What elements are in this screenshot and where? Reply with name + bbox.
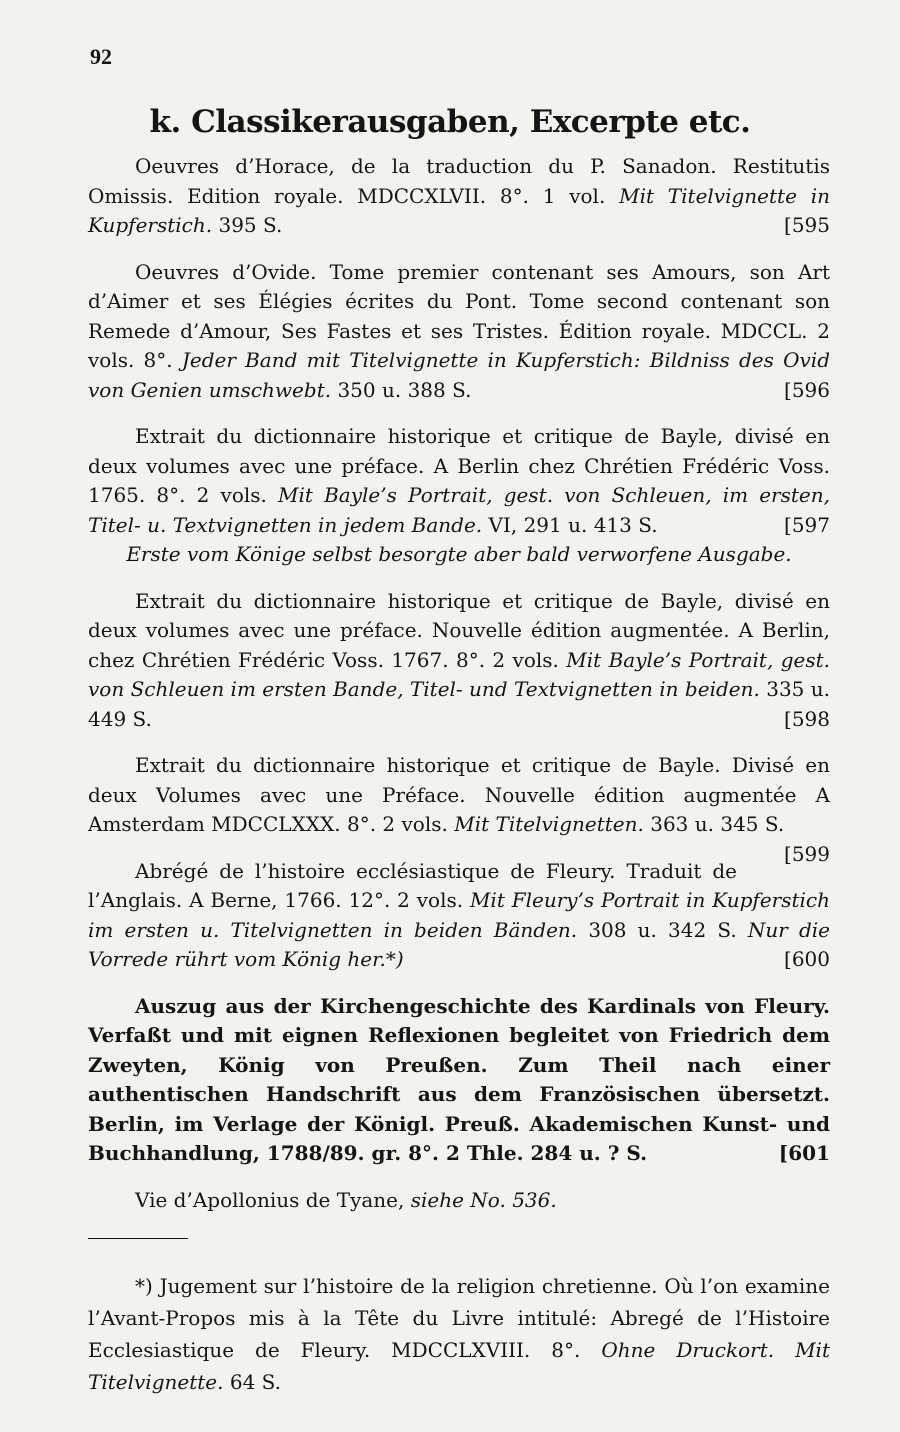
bibliography-entry: Extrait du dictionnaire historique et critique de Bayle, divisé en deux volumes avec une préface. Nouvelle édition augmentée. A Berlin, chez Chrétien Frédéric Voss. 1767. 8°. 2 vols. Mit Bayle’s Portrait, gest. von Schleuen im ersten Bande, Titel- und Textvignetten in beiden. 335 u. 449 S. [598 (88, 587, 830, 735)
entry-number: [600 (784, 947, 830, 971)
section-title: k. Classikerausgaben, Excerpte etc. (149, 104, 751, 140)
bibliography-entry: Extrait du dictionnaire historique et critique de Bayle. Divisé en deux Volumes avec une Préface. Nouvelle édition augmentée A Amsterdam MDCCLXXX. 8°. 2 vols. Mit Titelvignetten. 363 u. 345 S. [599 (88, 751, 830, 840)
page-number: 92 (90, 44, 112, 69)
bibliography-entry: Extrait du dictionnaire historique et critique de Bayle, divisé en deux volumes avec une préface. A Berlin chez Chrétien Frédéric Voss. 1765. 8°. 2 vols. Mit Bayle’s Portrait, gest. von Schleuen, im ersten, Titel- u. Textvignetten in jedem Bande. VI, 291 u. 413 S. [597 Erste vom Könige selbst besorgte aber bald verworfene Ausgabe. (88, 422, 830, 570)
entry-note: Erste vom Könige selbst besorgte aber bald verworfene Ausgabe. (126, 542, 792, 566)
entry-number: [597 (784, 512, 830, 537)
entry-number: [599 (784, 841, 830, 866)
entry-number: [596 (784, 377, 830, 402)
bibliography-entry: Vie d’Apollonius de Tyane, siehe No. 536. (135, 1187, 557, 1212)
footnote-divider (88, 1238, 188, 1239)
bibliography-entry: Oeuvres d’Horace, de la traduction du P. Sanadon. Restitutis Omissis. Edition royale. MDCCXLVII. 8°. 1 vol. Mit Titelvignette in Kupferstich. 395 S. [595 (88, 152, 830, 241)
bibliography-list (88, 152, 830, 1232)
bibliography-entry: Oeuvres d’Ovide. Tome premier contenant ses Amours, son Art d’Aimer et ses Élégies écrites du Pont. Tome second contenant son Remede d’Amour, Ses Fastes et ses Tristes. Édition royale. MDCCL. 2 vols. 8°. Jeder Band mit Titelvignette in Kupferstich: Bildniss des Ovid von Genien umschwebt. 350 u. 388 S. [596 (88, 258, 830, 406)
entry-number: [598 (784, 706, 830, 731)
entry-number: [595 (784, 213, 830, 237)
footnote: *) Jugement sur l’histoire de la religion chretienne. Où l’on examine l’Avant-Propos mis à la Tête du Livre intitulé: Abregé de l’Histoire Ecclesiastique de Fleury. MDCCLXVIII. 8°. Ohne Druckort. Mit Titelvignette. 64 S. (88, 1274, 830, 1394)
bibliography-entry: Auszug aus der Kirchengeschichte des Kardinals von Fleury. Verfaßt und mit eignen Reflexionen begleitet von Friedrich dem Zweyten, König von Preußen. Zum Theil nach einer authentischen Handschrift aus dem Französischen übersetzt. Berlin, im Verlage der Königl. Preuß. Akademischen Kunst- und Buchhandlung, 1788/89. gr. 8°. 2 Thle. 284 u. ? S. [601 (88, 992, 830, 1169)
bibliography-entry: Abrégé de l’histoire ecclésiastique de Fleury. Traduit de l’Anglais. A Berne, 1766. 12°. 2 vols. Mit Fleury’s Portrait in Kupferstich im ersten u. Titelvignetten in beiden Bänden. 308 u. 342 S. Nur die Vorrede rührt vom König her.*) [600 (88, 857, 830, 975)
entry-number: [601 (778, 1141, 830, 1165)
